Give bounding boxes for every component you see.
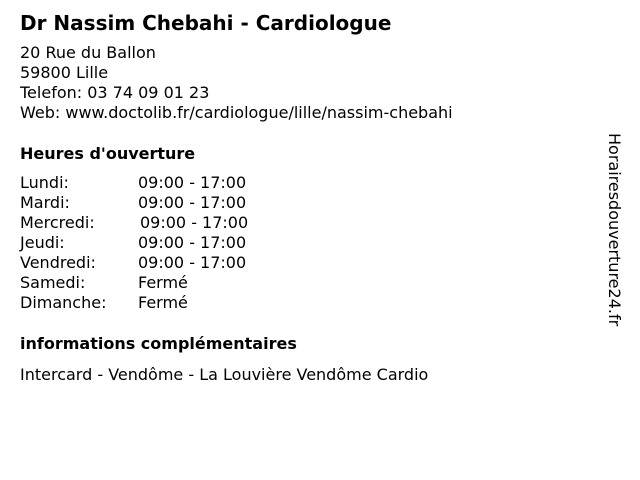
day-label: Mardi: xyxy=(20,193,70,212)
day-label: Samedi: xyxy=(20,273,86,292)
hours-row-tuesday xyxy=(20,193,320,213)
street-address: 20 Rue du Ballon xyxy=(20,43,156,62)
website-url: Web: www.doctolib.fr/cardiologue/lille/nassim-chebahi xyxy=(20,103,453,122)
hours-row-wednesday xyxy=(20,213,320,233)
hours-value: Fermé xyxy=(138,293,188,312)
day-label: Jeudi: xyxy=(20,233,65,252)
hours-row-thursday xyxy=(20,233,320,253)
opening-hours-heading: Heures d'ouverture xyxy=(20,144,196,163)
phone-number: Telefon: 03 74 09 01 23 xyxy=(20,83,210,102)
city-address: 59800 Lille xyxy=(20,63,109,82)
additional-info-heading: informations complémentaires xyxy=(20,334,297,353)
page-title: Dr Nassim Chebahi - Cardiologue xyxy=(20,11,392,35)
additional-info-text: Intercard - Vendôme - La Louvière Vendôme Cardio xyxy=(20,365,429,384)
opening-hours-table xyxy=(20,173,320,313)
day-label: Mercredi: xyxy=(20,213,95,232)
day-label: Dimanche: xyxy=(20,293,107,312)
address-block xyxy=(20,43,453,123)
hours-row-sunday xyxy=(20,293,320,313)
day-label: Vendredi: xyxy=(20,253,96,272)
hours-value: Fermé xyxy=(138,273,188,292)
site-watermark: Horairesdouverture24.fr xyxy=(605,133,624,327)
hours-row-saturday xyxy=(20,273,320,293)
hours-value: 09:00 - 17:00 xyxy=(138,193,247,212)
hours-value: 09:00 - 17:00 xyxy=(138,253,247,272)
hours-value: 09:00 - 17:00 xyxy=(140,213,249,232)
hours-value: 09:00 - 17:00 xyxy=(138,233,247,252)
hours-row-monday xyxy=(20,173,320,193)
hours-row-friday xyxy=(20,253,320,273)
day-label: Lundi: xyxy=(20,173,69,192)
hours-value: 09:00 - 17:00 xyxy=(138,173,247,192)
